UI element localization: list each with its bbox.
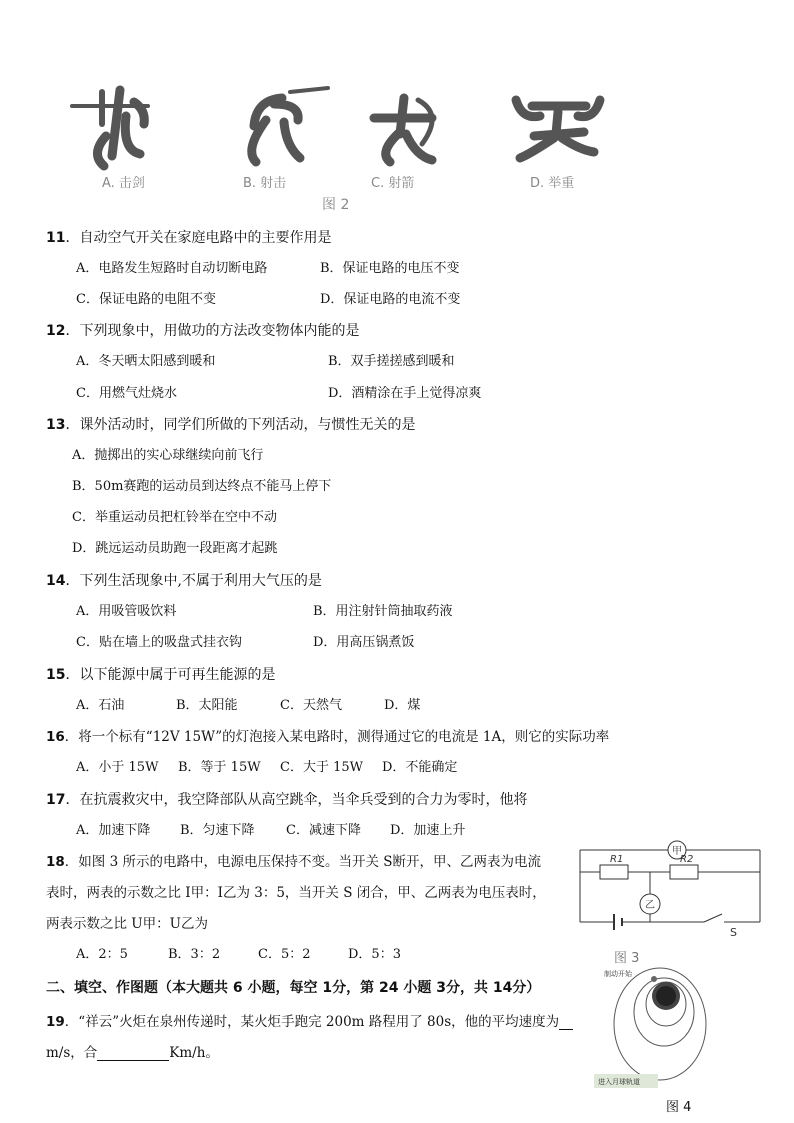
- figure-4-bottom-label: 进入月球轨道: [598, 1078, 640, 1086]
- q11-option-d: D．保证电路的电流不变: [320, 292, 461, 307]
- q13-option-d: D．跳远运动员助跑一段距离才起跳: [72, 541, 278, 556]
- q18-option-c: C．5：2: [258, 947, 311, 962]
- q12-option-b: B．双手搓搓感到暖和: [328, 354, 455, 369]
- meter-jia-label: 甲: [672, 846, 682, 857]
- q15-option-d: D．煤: [384, 698, 421, 713]
- q13-option-a: A．抛掷出的实心球继续向前飞行: [72, 448, 264, 463]
- question-18: 18．如图 3 所示的电路中，电源电压保持不变。当开关 S断开，甲、乙两表为电流: [46, 854, 542, 870]
- q18-option-b: B．3：2: [168, 947, 221, 962]
- switch-label: S: [730, 926, 737, 939]
- figure-2-caption: 图 2: [322, 197, 350, 213]
- q17-option-b: B．匀速下降: [180, 823, 255, 838]
- question-18-line-2: 表时，两表的示数之比 I甲：I乙为 3：5，当开关 S 闭合，甲、乙两表为电压表时，: [46, 885, 546, 901]
- q16-option-c: C．大于 15W: [280, 760, 363, 775]
- question-11: 11．自动空气开关在家庭电路中的主要作用是: [46, 230, 332, 246]
- glyph-weightlifting: [516, 100, 600, 158]
- q16-option-d: D．不能确定: [382, 760, 458, 775]
- q15-option-b: B．太阳能: [176, 698, 238, 713]
- q17-option-a: A．加速下降: [76, 823, 151, 838]
- figure-4-caption: 图 4: [666, 1100, 692, 1115]
- glyph-fencing: [72, 90, 148, 166]
- q19-blank-2[interactable]: [97, 1046, 169, 1061]
- figure-4-top-label: 制动开始: [604, 970, 632, 978]
- q14-option-b: B．用注射针筒抽取药液: [313, 604, 453, 619]
- q18-option-d: D．5：3: [348, 947, 401, 962]
- resistor-r1: [600, 865, 628, 879]
- question-19-line-2: m/s，合 Km/h。: [46, 1045, 219, 1061]
- q13-option-b: B．50m赛跑的运动员到达终点不能马上停下: [72, 479, 332, 494]
- q17-option-c: C．减速下降: [286, 823, 361, 838]
- section-2-heading: 二、填空、作图题（本大题共 6 小题，每空 1分，第 24 小题 3分，共 14分）: [46, 980, 541, 996]
- question-19: 19．“祥云”火炬在泉州传递时，某火炬手跑完 200m 路程用了 80s，他的平均速度为: [46, 1014, 573, 1030]
- question-14: 14．下列生活现象中,不属于利用大气压的是: [46, 573, 322, 589]
- q11-option-a: A．电路发生短路时自动切断电路: [76, 261, 268, 276]
- r1-label: R1: [610, 854, 624, 865]
- figure-3-caption: 图 3: [614, 951, 640, 966]
- q14-option-c: C．贴在墙上的吸盘式挂衣钩: [76, 635, 242, 650]
- question-13: 13．课外活动时，同学们所做的下列活动，与惯性无关的是: [46, 417, 416, 433]
- question-18-line-3: 两表示数之比 U甲：U乙为: [46, 916, 209, 932]
- figure-3-circuit: [570, 822, 770, 972]
- figure-2-label-d: D. 举重: [530, 176, 575, 191]
- q16-option-a: A．小于 15W: [76, 760, 159, 775]
- q12-option-a: A．冬天晒太阳感到暖和: [76, 354, 216, 369]
- glyph-shooting: [252, 88, 328, 162]
- q14-option-d: D．用高压锅煮饭: [313, 635, 415, 650]
- q16-option-b: B．等于 15W: [178, 760, 261, 775]
- glyph-archery: [374, 98, 432, 162]
- resistor-r2: [670, 865, 698, 879]
- meter-yi-label: 乙: [645, 900, 655, 911]
- q18-option-a: A．2：5: [76, 947, 128, 962]
- figure-2-label-c: C. 射箭: [371, 176, 415, 191]
- q11-option-b: B．保证电路的电压不变: [320, 261, 460, 276]
- q13-option-c: C．举重运动员把杠铃举在空中不动: [72, 510, 277, 525]
- q15-option-c: C．天然气: [280, 698, 342, 713]
- q12-option-d: D．酒精涂在手上觉得凉爽: [328, 386, 482, 401]
- q19-blank-1[interactable]: [559, 1015, 573, 1030]
- r2-label: R2: [680, 854, 694, 865]
- figure-2-label-b: B. 射击: [243, 176, 287, 191]
- q14-option-a: A．用吸管吸饮料: [76, 604, 177, 619]
- question-15: 15．以下能源中属于可再生能源的是: [46, 667, 276, 683]
- question-17: 17．在抗震救灾中，我空降部队从高空跳伞，当伞兵受到的合力为零时，他将: [46, 792, 528, 808]
- q12-option-c: C．用燃气灶烧水: [76, 386, 177, 401]
- question-12: 12．下列现象中，用做功的方法改变物体内能的是: [46, 323, 360, 339]
- q17-option-d: D．加速上升: [390, 823, 466, 838]
- q11-option-c: C．保证电路的电阻不变: [76, 292, 216, 307]
- figure-2-label-a: A. 击剑: [102, 176, 145, 191]
- question-16: 16．将一个标有“12V 15W”的灯泡接入某电路时，测得通过它的电流是 1A，则它的实际功率: [46, 729, 610, 745]
- q15-option-a: A．石油: [76, 698, 125, 713]
- figure-4-orbit: [578, 964, 728, 1096]
